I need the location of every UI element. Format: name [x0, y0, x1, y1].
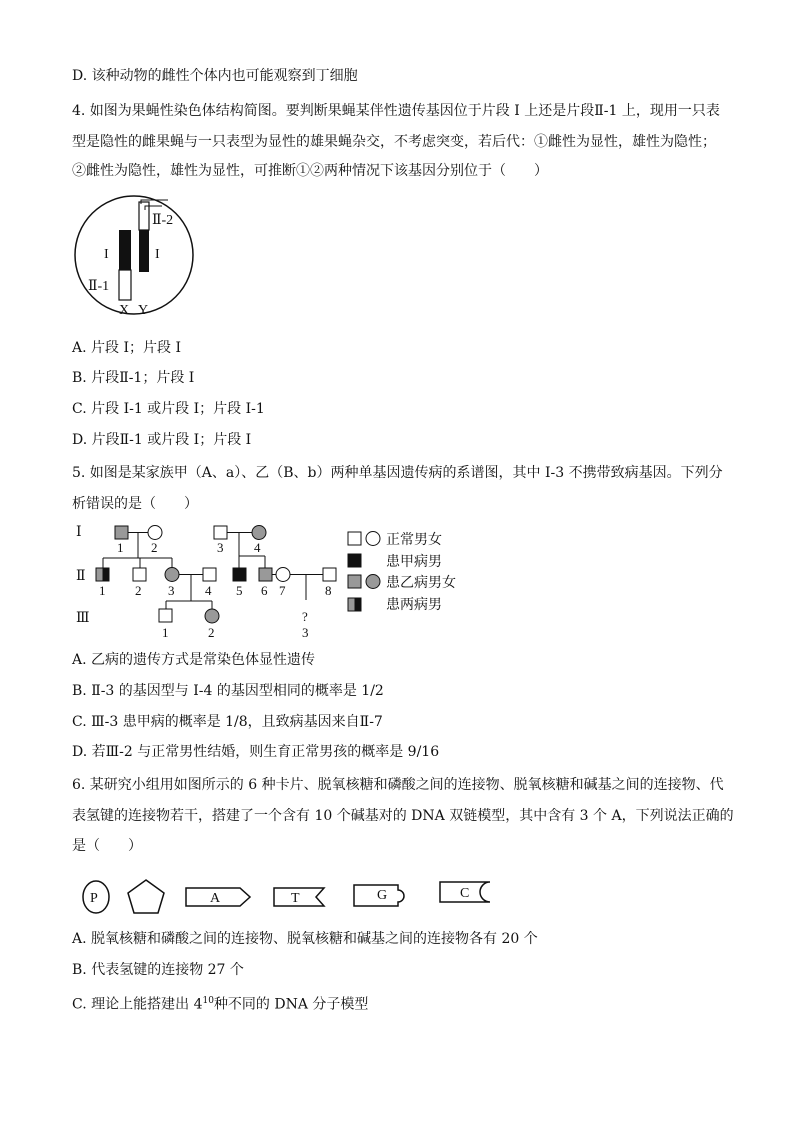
q6-option-a: A. 脱氧核糖和磷酸之间的连接物、脱氧核糖和碱基之间的连接物各有 20 个: [72, 931, 538, 947]
III-2-num: 2: [208, 625, 215, 640]
q6-stem-line-3: 是（ ）: [72, 838, 142, 854]
legend-both-male-symbol-dark: [355, 598, 362, 611]
gen-label-I: Ⅰ: [76, 525, 82, 540]
III-3-num: 3: [302, 625, 309, 640]
II-6-male-yi: [259, 568, 272, 581]
q4-option-b: B. 片段Ⅱ-1；片段 I: [72, 370, 195, 386]
q5-stem-line-2: 析错误的是（ ）: [72, 496, 198, 512]
base-card-g-label: G: [377, 888, 388, 903]
legend-both-label: 患两病男: [386, 598, 442, 613]
q3-option-d: D. 该种动物的雌性个体内也可能观察到丁细胞: [72, 68, 358, 84]
legend-jia-male-symbol: [348, 554, 361, 567]
q4-stem-line-3: ②雌性为隐性，雄性为显性，可推断①②两种情况下该基因分别位于（ ）: [72, 163, 548, 179]
q4-option-c: C. 片段 I-1 或片段 I；片段 I-1: [72, 401, 265, 417]
I-2-female-normal: [148, 526, 162, 540]
q5-option-a: A. 乙病的遗传方式是常染色体显性遗传: [72, 652, 316, 668]
I-3-male-normal: [214, 526, 227, 539]
I-4-num: 4: [254, 540, 261, 555]
q5-option-b: B. Ⅱ-3 的基因型与 I-4 的基因型相同的概率是 1/2: [72, 683, 384, 699]
label-X: X: [119, 303, 130, 318]
label-II2: Ⅱ-2: [152, 213, 174, 228]
legend-yi-female-symbol: [366, 575, 380, 589]
II-7-female-normal: [276, 568, 290, 582]
label-II1: Ⅱ-1: [88, 279, 110, 294]
III-1-male-normal: [159, 609, 172, 622]
II-8-num: 8: [325, 583, 332, 598]
q4-option-d: D. 片段Ⅱ-1 或片段 I；片段 I: [72, 432, 252, 448]
II-2-male-normal: [133, 568, 146, 581]
legend-normal-male-symbol: [348, 532, 361, 545]
II-7-num: 7: [279, 583, 286, 598]
III-1-num: 1: [162, 625, 169, 640]
label-I-left: I: [104, 247, 109, 262]
label-Y: Y: [138, 303, 149, 318]
I-1-male-yi: [115, 526, 128, 539]
q6-option-b: B. 代表氢键的连接物 27 个: [72, 962, 244, 978]
legend-normal-female-symbol: [366, 532, 380, 546]
q5-option-d: D. 若Ⅲ-2 与正常男性结婚，则生育正常男孩的概率是 9/16: [72, 744, 440, 760]
q4-option-a: A. 片段 I；片段 I: [72, 340, 181, 356]
legend-yi-label: 患乙病男女: [386, 576, 456, 591]
II-6-num: 6: [261, 583, 268, 598]
II-8-male-normal: [323, 568, 336, 581]
II-4-male-normal: [203, 568, 216, 581]
gen-label-II: Ⅱ: [76, 569, 86, 584]
cell-circle: [75, 196, 193, 314]
q4-stem-line-1: 4. 如图为果蝇性染色体结构简图。要判断果蝇某伴性遗传基因位于片段 I 上还是片段Ⅱ-1 上，现用一只表: [72, 103, 720, 119]
I-3-num: 3: [217, 540, 224, 555]
I-1-num: 1: [117, 540, 124, 555]
III-3-unknown: ?: [302, 609, 308, 624]
legend-yi-male-symbol: [348, 575, 361, 588]
II-4-num: 4: [205, 583, 212, 598]
y-chromosome-segment-I: [139, 230, 149, 272]
dna-model-cards: [78, 872, 508, 922]
q4-stem-line-2: 型是隐性的雌果蝇与一只表型为显性的雄果蝇杂交，不考虑突变，若后代：①雌性为显性，雄性为隐性；: [72, 134, 716, 150]
II-1-male-both-dark: [103, 568, 110, 581]
q6-option-c: [72, 991, 368, 1015]
II-5-male-jia: [233, 568, 246, 581]
x-chromosome-dark: [119, 230, 131, 270]
x-chromosome-segment-II1: [119, 270, 131, 300]
base-card-a-label: A: [210, 891, 221, 906]
q6-option-c-exponent: 10: [202, 996, 214, 1006]
II-2-num: 2: [135, 583, 142, 598]
q6-option-c-post: 种不同的 DNA 分子模型: [213, 996, 369, 1013]
II-3-female-yi: [165, 568, 179, 582]
III-2-female-yi: [205, 609, 219, 623]
gen-label-III: Ⅲ: [76, 611, 90, 626]
pedigree-chart: [68, 518, 488, 643]
base-card-t-label: T: [291, 891, 300, 906]
II-5-num: 5: [236, 583, 243, 598]
label-I-right: I: [155, 247, 160, 262]
phosphate-label: P: [90, 891, 98, 906]
II-3-num: 3: [168, 583, 175, 598]
II-1-num: 1: [99, 583, 106, 598]
q6-stem-line-1: 6. 某研究小组用如图所示的 6 种卡片、脱氧核糖和磷酸之间的连接物、脱氧核糖和碱基之间的连接物、代: [72, 777, 724, 793]
sex-chromosome-figure: [72, 190, 202, 320]
deoxyribose-pentagon-card: [128, 880, 164, 913]
q6-option-c-pre: C. 理论上能搭建出 4: [72, 996, 203, 1013]
q5-stem-line-1: 5. 如图是某家族甲（A、a）、乙（B、b）两种单基因遗传病的系谱图，其中 I-3 不携带致病基因。下列分: [72, 465, 723, 481]
legend-jia-label: 患甲病男: [386, 555, 442, 570]
I-2-num: 2: [151, 540, 158, 555]
legend-normal-label: 正常男女: [386, 533, 442, 548]
I-4-female-yi: [252, 526, 266, 540]
q5-option-c: C. Ⅲ-3 患甲病的概率是 1/8，且致病基因来自Ⅱ-7: [72, 714, 383, 730]
base-card-c-label: C: [460, 886, 470, 901]
q6-stem-line-2: 表氢键的连接物若干，搭建了一个含有 10 个碱基对的 DNA 双链模型，其中含有 3 个 A，下列说法正确的: [72, 808, 734, 824]
